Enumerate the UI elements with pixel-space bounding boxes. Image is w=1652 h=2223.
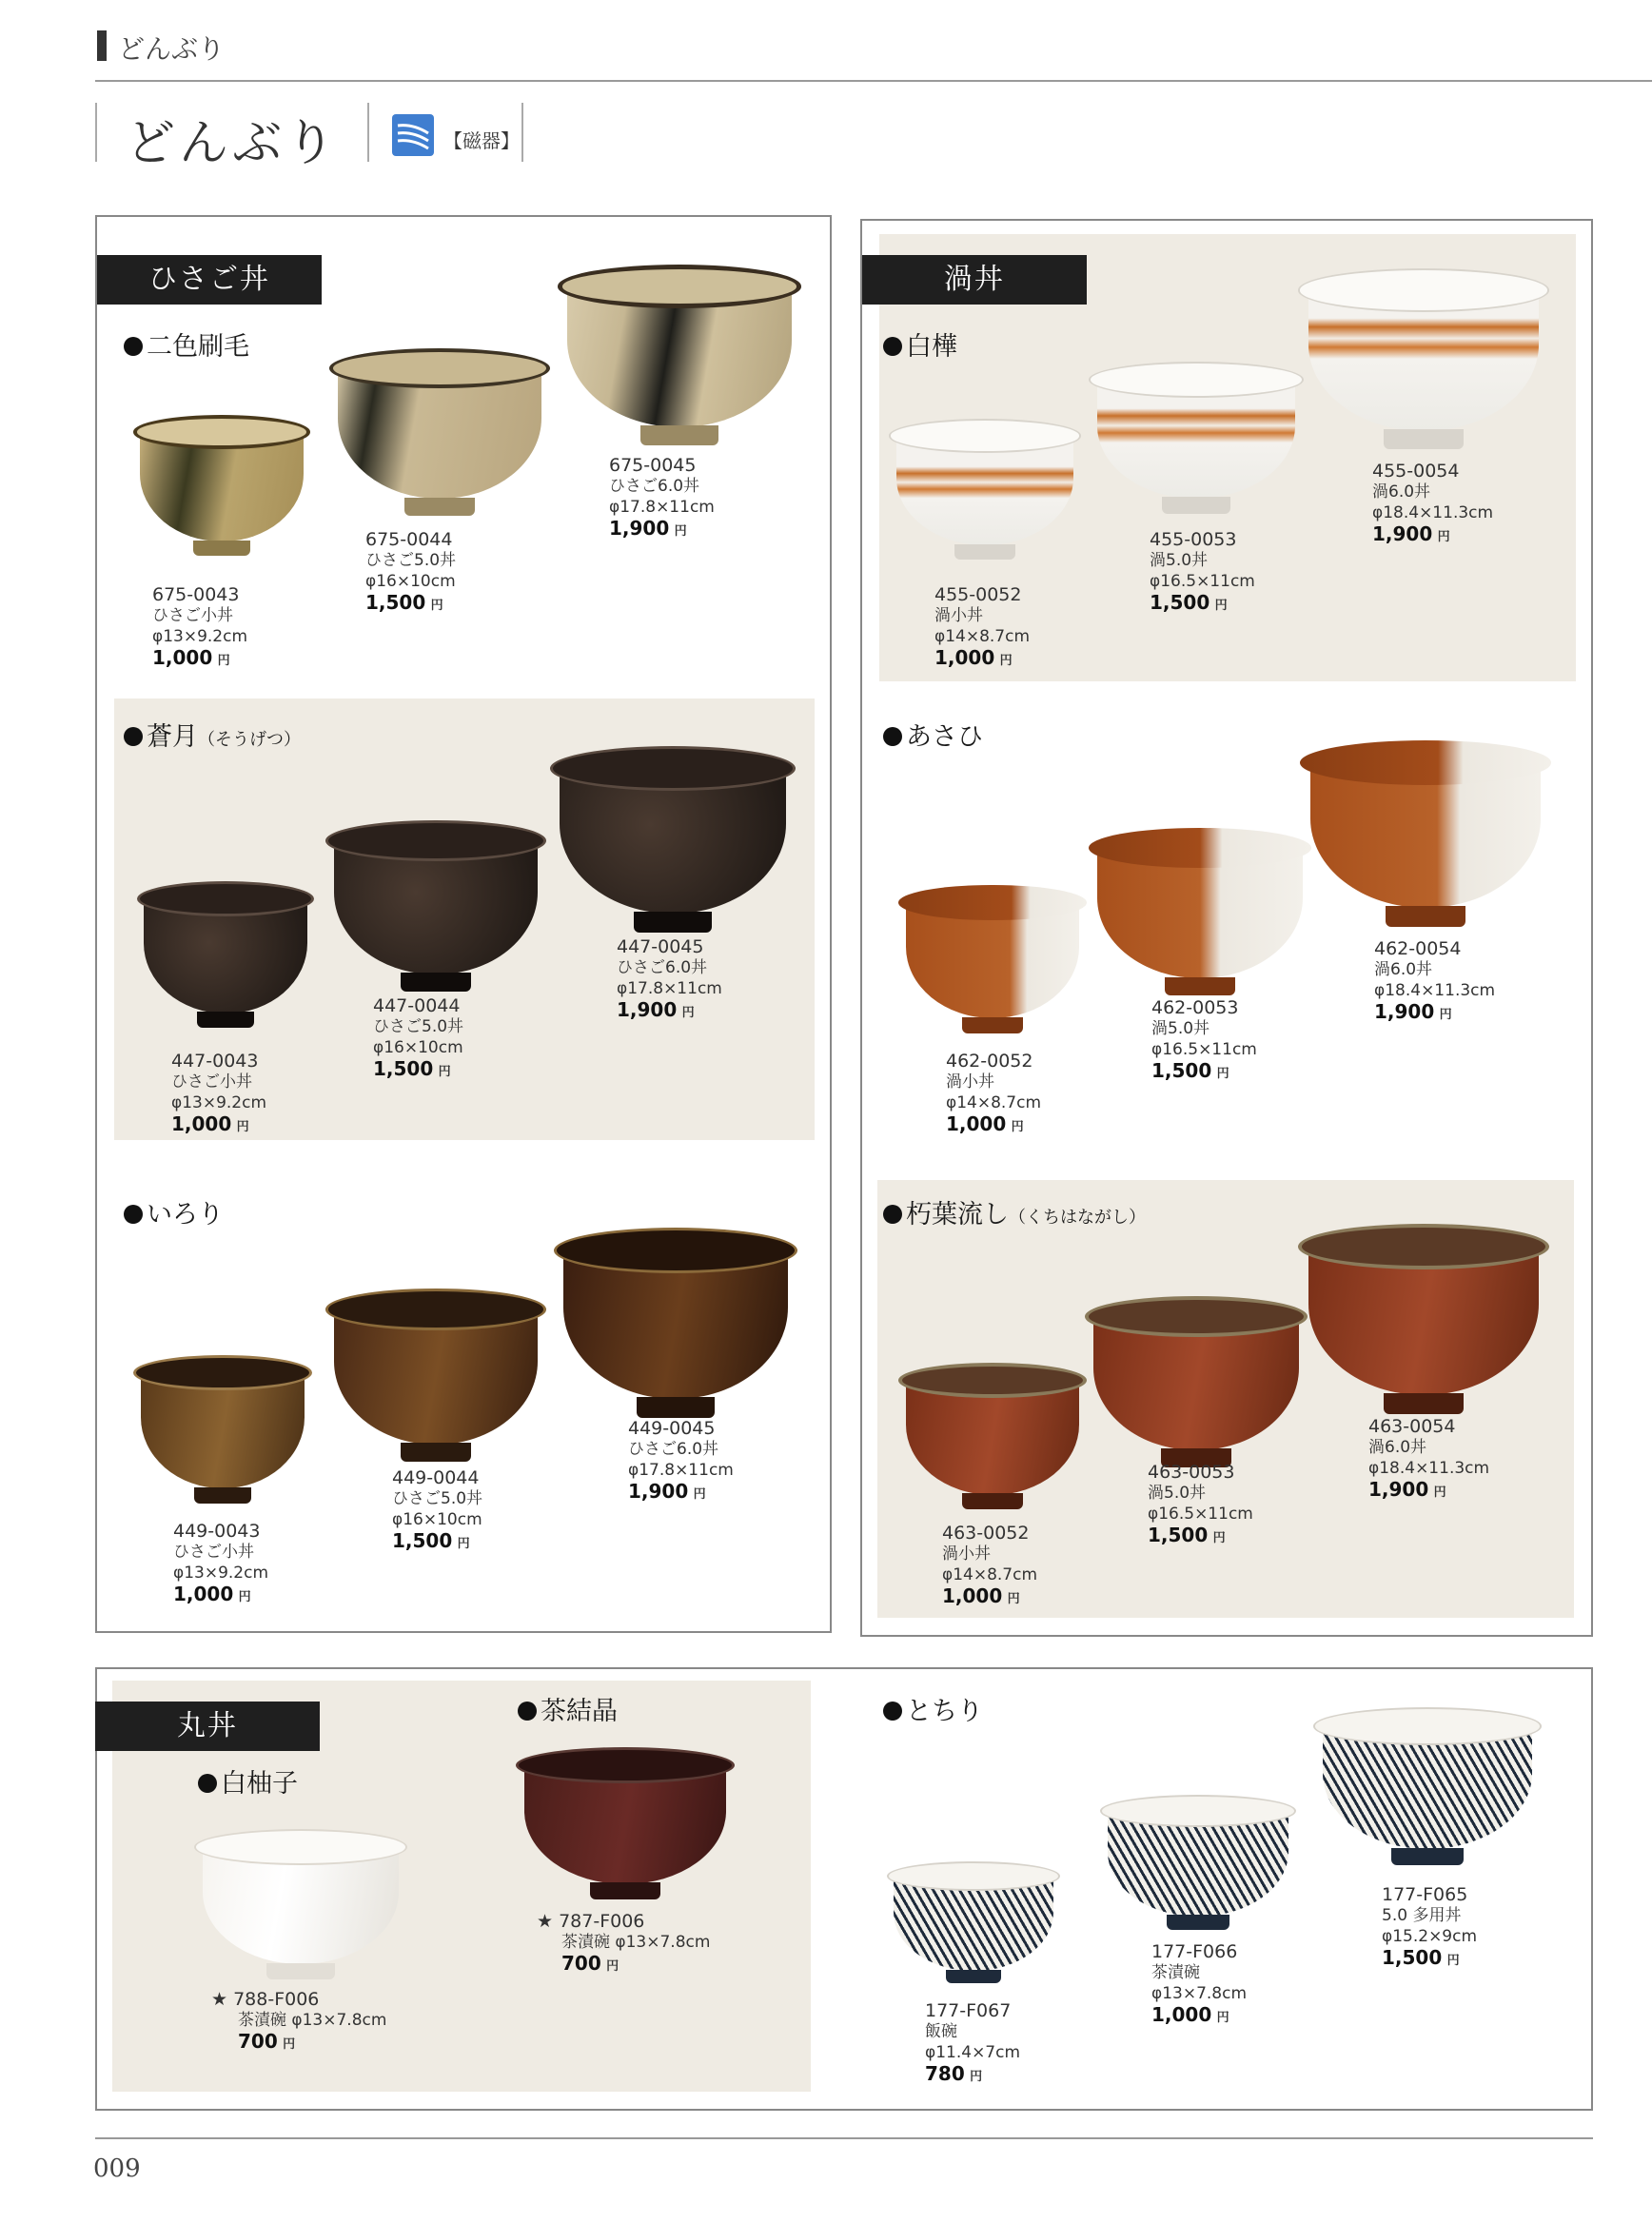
bowl-449-0043	[133, 1355, 312, 1504]
series-name: 二色刷毛	[147, 332, 249, 362]
series-name: 白柚子	[221, 1769, 298, 1799]
bullet-icon	[518, 1702, 537, 1721]
product-787-F006	[537, 1911, 710, 1977]
product-price: 1,000	[934, 646, 995, 669]
bullet-icon	[124, 337, 143, 356]
bowl-463-0053	[1085, 1296, 1308, 1467]
product-462-0053	[1151, 997, 1257, 1085]
product-447-0043	[171, 1051, 266, 1138]
series-title-nishoku	[124, 325, 249, 363]
bullet-icon	[124, 727, 143, 746]
product-price: 1,900	[628, 1480, 689, 1503]
product-name: 渦6.0丼	[1374, 960, 1433, 979]
yen-label: 円	[1011, 1120, 1024, 1134]
product-177-F066	[1151, 1941, 1247, 2029]
product-size: φ14×8.7cm	[946, 1093, 1042, 1112]
product-447-0044	[373, 995, 463, 1083]
bullet-icon	[198, 1774, 217, 1793]
product-price: 1,000	[152, 646, 213, 669]
product-name: 渦小丼	[946, 1072, 994, 1092]
product-name: ひさご5.0丼	[392, 1489, 483, 1508]
product-price: 1,900	[1374, 1000, 1435, 1023]
product-price: 1,500	[1151, 1059, 1212, 1082]
series-name: 白樺	[906, 332, 957, 362]
bowl-787-F006	[516, 1747, 735, 1899]
product-177-F065	[1382, 1884, 1477, 1972]
product-code: 462-0054	[1374, 938, 1462, 959]
product-name: 茶漬碗	[1151, 1963, 1200, 1982]
bullet-icon	[883, 727, 902, 746]
product-675-0043	[152, 584, 247, 672]
product-code: 447-0045	[617, 936, 704, 957]
series-name: 蒼月	[147, 722, 198, 752]
product-code: 447-0044	[373, 995, 461, 1016]
product-code: 449-0043	[173, 1521, 261, 1542]
product-code: 177-F066	[1151, 1941, 1238, 1962]
product-size: φ17.8×11cm	[609, 498, 715, 517]
product-code: 455-0053	[1150, 529, 1237, 550]
series-name: とちり	[906, 1697, 983, 1726]
series-title-chakessho	[518, 1690, 618, 1727]
product-name: 渦6.0丼	[1368, 1438, 1427, 1457]
product-price: 1,500	[365, 591, 426, 614]
bowl-788-F006	[194, 1829, 407, 1979]
product-price: 1,500	[1382, 1946, 1443, 1969]
section-label-maru: 丸丼	[95, 1702, 320, 1751]
product-name: 渦5.0丼	[1150, 551, 1209, 570]
bowl-462-0052	[898, 885, 1087, 1033]
product-size: φ13×9.2cm	[173, 1564, 269, 1583]
product-name: 飯碗	[925, 2022, 957, 2041]
product-size: φ17.8×11cm	[617, 979, 722, 998]
product-size: φ11.4×7cm	[925, 2043, 1021, 2062]
yen-label: 円	[1439, 1008, 1452, 1022]
product-size: φ14×8.7cm	[942, 1565, 1038, 1584]
bowl-675-0044	[329, 348, 550, 516]
yen-label: 円	[1437, 530, 1450, 544]
product-price: 1,000	[173, 1583, 234, 1605]
product-447-0045	[617, 936, 722, 1024]
yen-label: 円	[283, 2037, 296, 2052]
product-name: ひさご5.0丼	[373, 1017, 464, 1036]
bowl-675-0045	[558, 265, 801, 445]
product-449-0044	[392, 1467, 482, 1555]
product-code: 455-0052	[934, 584, 1022, 605]
product-size: φ16.5×11cm	[1150, 572, 1255, 591]
yen-label: 円	[438, 1065, 451, 1079]
yen-label: 円	[1216, 2011, 1229, 2025]
yen-label: 円	[236, 1120, 249, 1134]
series-title-irori	[124, 1193, 224, 1230]
series-name: いろり	[147, 1200, 224, 1230]
bullet-icon	[883, 1702, 902, 1721]
product-code: ★ 787-F006	[537, 1911, 645, 1932]
product-463-0054	[1368, 1416, 1489, 1504]
product-price: 1,000	[946, 1112, 1007, 1135]
product-code: 675-0045	[609, 455, 697, 476]
product-size: φ16×10cm	[365, 572, 456, 591]
product-price: 1,900	[1368, 1478, 1429, 1501]
yen-label: 円	[430, 599, 443, 613]
product-code: 463-0052	[942, 1523, 1030, 1544]
product-price: 1,900	[617, 998, 678, 1021]
series-name: 茶結晶	[541, 1697, 618, 1726]
footer-divider	[95, 2137, 1593, 2139]
title-left-rule	[95, 103, 97, 162]
product-463-0052	[942, 1523, 1037, 1610]
yen-label: 円	[1214, 599, 1228, 613]
product-price: 1,000	[1151, 2003, 1212, 2026]
product-code: 463-0054	[1368, 1416, 1456, 1437]
product-name: ひさご小丼	[173, 1543, 254, 1562]
bowl-447-0045	[550, 746, 796, 933]
bowl-449-0044	[325, 1289, 546, 1462]
product-name: ひさご5.0丼	[365, 551, 457, 570]
bowl-177-F065	[1313, 1707, 1542, 1865]
yen-label: 円	[693, 1487, 706, 1502]
product-788-F006	[211, 1989, 386, 2056]
bullet-icon	[124, 1205, 143, 1224]
product-size: φ13×9.2cm	[171, 1093, 267, 1112]
yen-label: 円	[457, 1537, 470, 1551]
series-name: 朽葉流し	[906, 1200, 1009, 1230]
series-reading: （くちはながし）	[1009, 1208, 1146, 1228]
product-code: ★ 788-F006	[211, 1989, 320, 2010]
product-code: 177-F065	[1382, 1884, 1468, 1905]
product-462-0054	[1374, 938, 1495, 1026]
product-code: 447-0043	[171, 1051, 259, 1072]
product-price: 1,900	[1372, 522, 1433, 545]
product-name: 渦小丼	[934, 606, 983, 625]
bowl-463-0054	[1298, 1224, 1549, 1414]
yen-label: 円	[681, 1006, 695, 1020]
product-size: φ18.4×11.3cm	[1368, 1459, 1490, 1478]
bowl-447-0044	[325, 820, 546, 992]
yen-label: 円	[1433, 1485, 1446, 1500]
yen-label: 円	[970, 2070, 983, 2084]
header-divider	[95, 80, 1652, 82]
yen-label: 円	[1446, 1954, 1460, 1968]
product-size: φ16×10cm	[373, 1038, 463, 1057]
product-size: φ13×9.2cm	[152, 627, 248, 646]
product-size: φ16.5×11cm	[1148, 1505, 1253, 1524]
page-title: どんぶり	[126, 115, 340, 172]
product-price: 780	[925, 2062, 965, 2085]
yen-label: 円	[217, 654, 230, 668]
yen-label: 円	[1007, 1592, 1020, 1606]
material-right-rule	[521, 103, 523, 162]
product-code: 177-F067	[925, 2000, 1012, 2021]
bowl-455-0052	[889, 419, 1081, 560]
bowl-177-F066	[1100, 1795, 1296, 1930]
product-price: 1,000	[171, 1112, 232, 1135]
breadcrumb-marker	[97, 30, 107, 61]
product-size: φ14×8.7cm	[934, 627, 1031, 646]
product-size: φ18.4×11.3cm	[1374, 981, 1496, 1000]
product-name: 渦小丼	[942, 1544, 991, 1564]
product-size: φ17.8×11cm	[628, 1461, 734, 1480]
product-price: 1,500	[1148, 1524, 1209, 1546]
product-455-0054	[1372, 461, 1493, 548]
page-number: 009	[93, 2154, 141, 2183]
product-name: 渦6.0丼	[1372, 482, 1431, 502]
yen-label: 円	[606, 1959, 620, 1974]
section-label-uzu: 渦丼	[862, 255, 1087, 305]
series-title-shiroyuzu	[198, 1762, 298, 1800]
bowl-447-0043	[137, 881, 314, 1028]
product-size: φ15.2×9cm	[1382, 1927, 1478, 1946]
product-price: 1,500	[1150, 591, 1210, 614]
section-label-hisago: ひさご丼	[97, 255, 322, 305]
yen-label: 円	[1212, 1531, 1226, 1545]
bowl-449-0045	[554, 1228, 797, 1418]
bullet-icon	[883, 337, 902, 356]
product-price: 1,500	[392, 1529, 453, 1552]
material-label: 【磁器】	[443, 129, 520, 152]
product-name: ひさご6.0丼	[628, 1440, 719, 1459]
product-name: ひさご小丼	[171, 1072, 252, 1092]
product-price: 700	[238, 2030, 278, 2053]
product-675-0044	[365, 529, 456, 617]
breadcrumb: どんぶり	[118, 33, 226, 65]
product-name: ひさご6.0丼	[609, 477, 700, 496]
series-title-sougetsu	[124, 716, 301, 753]
series-title-shirakaba	[883, 325, 957, 363]
product-455-0053	[1150, 529, 1255, 617]
title-right-rule	[367, 103, 369, 162]
product-code: 449-0045	[628, 1418, 716, 1439]
series-title-tochiri	[883, 1690, 983, 1727]
yen-label: 円	[999, 654, 1013, 668]
series-name: あさひ	[906, 722, 983, 752]
product-size: φ16.5×11cm	[1151, 1040, 1257, 1059]
bowl-462-0053	[1089, 828, 1311, 995]
product-size: φ13×7.8cm	[1151, 1984, 1248, 2003]
series-title-kuchiha	[883, 1193, 1146, 1230]
product-449-0043	[173, 1521, 268, 1608]
product-name: 渦5.0丼	[1151, 1019, 1210, 1038]
porcelain-icon	[392, 114, 434, 156]
product-price: 1,500	[373, 1057, 434, 1080]
series-reading: （そうげつ）	[198, 730, 301, 750]
bowl-463-0052	[898, 1363, 1087, 1509]
product-177-F067	[925, 2000, 1020, 2088]
product-code: 462-0052	[946, 1051, 1033, 1072]
bullet-icon	[883, 1205, 902, 1224]
product-desc: 茶漬碗 φ13×7.8cm	[238, 2011, 387, 2030]
bowl-462-0054	[1300, 740, 1551, 927]
series-title-asahi	[883, 716, 983, 753]
bowl-177-F067	[887, 1861, 1060, 1983]
yen-label: 円	[238, 1590, 251, 1604]
product-455-0052	[934, 584, 1030, 672]
product-size: φ18.4×11.3cm	[1372, 503, 1494, 522]
product-code: 455-0054	[1372, 461, 1460, 482]
bowl-455-0053	[1089, 362, 1304, 514]
product-price: 1,900	[609, 517, 670, 540]
product-desc: 茶漬碗 φ13×7.8cm	[561, 1933, 711, 1952]
product-code: 449-0044	[392, 1467, 480, 1488]
product-code: 462-0053	[1151, 997, 1239, 1018]
product-449-0045	[628, 1418, 734, 1505]
product-code: 675-0044	[365, 529, 453, 550]
product-price: 700	[561, 1952, 601, 1975]
yen-label: 円	[674, 524, 687, 539]
product-name: 渦5.0丼	[1148, 1484, 1207, 1503]
product-name: 5.0 多用丼	[1382, 1906, 1462, 1925]
bowl-675-0043	[133, 415, 310, 556]
product-463-0053	[1148, 1462, 1253, 1549]
product-code: 463-0053	[1148, 1462, 1235, 1483]
product-462-0052	[946, 1051, 1041, 1138]
bowl-455-0054	[1298, 268, 1549, 449]
product-name: ひさご小丼	[152, 606, 233, 625]
product-code: 675-0043	[152, 584, 240, 605]
product-price: 1,000	[942, 1584, 1003, 1607]
product-size: φ16×10cm	[392, 1510, 482, 1529]
yen-label: 円	[1216, 1067, 1229, 1081]
product-name: ひさご6.0丼	[617, 958, 708, 977]
product-675-0045	[609, 455, 715, 542]
